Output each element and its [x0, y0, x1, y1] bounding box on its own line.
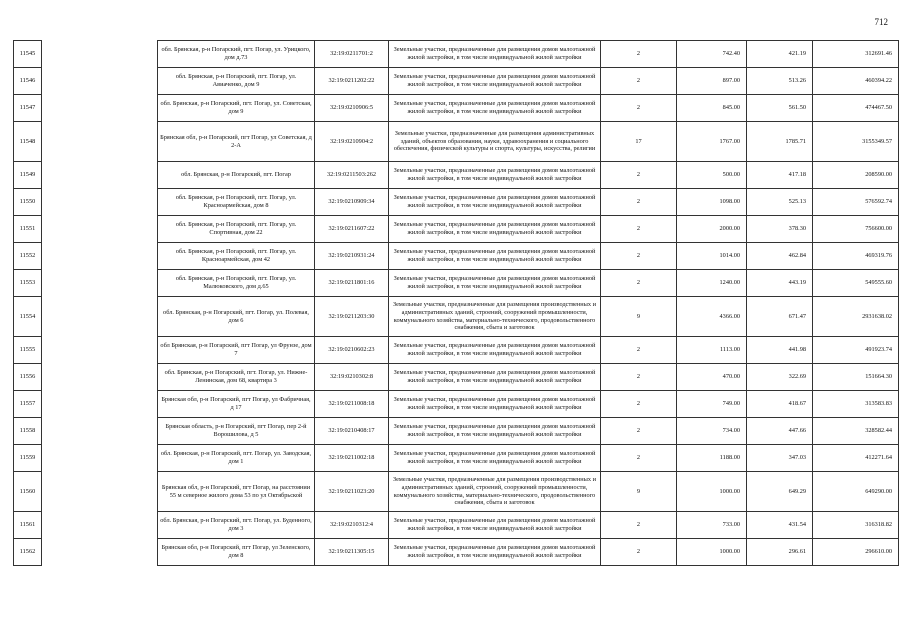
group-cell: 2 [601, 216, 677, 243]
group-cell: 9 [601, 297, 677, 337]
group-cell: 2 [601, 337, 677, 364]
group-cell: 2 [601, 243, 677, 270]
land-use-cell: Земельные участки, предназначенные для размещения домов малоэтажной жилой застройки, в том числе индивидуальной жилой застройки [389, 216, 601, 243]
address-cell: Брянская обл, р-н Погарский, пгт Погар, ул Советская, д 2-А [158, 122, 315, 162]
area-cell: 4366.00 [677, 297, 747, 337]
group-cell: 2 [601, 162, 677, 189]
group-cell: 9 [601, 472, 677, 512]
specific-value-cell: 671.47 [747, 297, 813, 337]
address-cell: Брянская область, р-н Погарский, пгт Погар, пер 2-й Ворошилова, д 5 [158, 418, 315, 445]
table-row [14, 41, 899, 68]
area-cell: 1000.00 [677, 472, 747, 512]
cadastral-value-cell: 312691.46 [813, 41, 899, 68]
row-number: 11557 [14, 391, 42, 418]
group-cell: 17 [601, 122, 677, 162]
table-row [14, 189, 899, 216]
gap-cell [42, 364, 158, 391]
row-number: 11559 [14, 445, 42, 472]
cadastral-number-cell: 32:19:0211801:16 [315, 270, 389, 297]
cadastral-value-cell: 756600.00 [813, 216, 899, 243]
specific-value-cell: 1785.71 [747, 122, 813, 162]
cadastral-number-cell: 32:19:0210302:8 [315, 364, 389, 391]
row-number: 11549 [14, 162, 42, 189]
group-cell: 2 [601, 41, 677, 68]
cadastral-value-cell: 316318.82 [813, 512, 899, 539]
row-number: 11555 [14, 337, 42, 364]
area-cell: 500.00 [677, 162, 747, 189]
specific-value-cell: 417.18 [747, 162, 813, 189]
group-cell: 2 [601, 95, 677, 122]
specific-value-cell: 322.69 [747, 364, 813, 391]
gap-cell [42, 243, 158, 270]
land-use-cell: Земельные участки, предназначенные для размещения производственных и административных зданий, строений, сооружений промышленности, коммунального хозяйства, материально-технического, продовольственного снабжения, сбыта и заготовок [389, 472, 601, 512]
specific-value-cell: 525.13 [747, 189, 813, 216]
land-use-cell: Земельные участки, предназначенные для размещения административных зданий, объектов образования, науки, здравоохранения и социального обеспечения, физической культуры и спорта, культуры, искусства, религии [389, 122, 601, 162]
row-number: 11560 [14, 472, 42, 512]
cadastral-value-cell: 313583.83 [813, 391, 899, 418]
row-number: 11550 [14, 189, 42, 216]
area-cell: 733.00 [677, 512, 747, 539]
specific-value-cell: 421.19 [747, 41, 813, 68]
gap-cell [42, 472, 158, 512]
table-row [14, 68, 899, 95]
address-cell: обл. Брянская, р-н Погарский, пгт. Погар [158, 162, 315, 189]
gap-cell [42, 216, 158, 243]
area-cell: 2000.00 [677, 216, 747, 243]
table-row [14, 337, 899, 364]
area-cell: 1113.00 [677, 337, 747, 364]
gap-cell [42, 297, 158, 337]
land-use-cell: Земельные участки, предназначенные для размещения домов малоэтажной жилой застройки, в том числе индивидуальной жилой застройки [389, 189, 601, 216]
row-number: 11548 [14, 122, 42, 162]
specific-value-cell: 441.98 [747, 337, 813, 364]
cadastral-value-cell: 460394.22 [813, 68, 899, 95]
table-row [14, 445, 899, 472]
gap-cell [42, 445, 158, 472]
cadastral-number-cell: 32:19:0210312:4 [315, 512, 389, 539]
specific-value-cell: 649.29 [747, 472, 813, 512]
specific-value-cell: 561.50 [747, 95, 813, 122]
cadastral-value-cell: 649290.00 [813, 472, 899, 512]
land-use-cell: Земельные участки, предназначенные для размещения домов малоэтажной жилой застройки, в том числе индивидуальной жилой застройки [389, 512, 601, 539]
land-use-cell: Земельные участки, предназначенные для размещения домов малоэтажной жилой застройки, в том числе индивидуальной жилой застройки [389, 445, 601, 472]
cadastral-number-cell: 32:19:0211008:18 [315, 391, 389, 418]
area-cell: 1767.00 [677, 122, 747, 162]
table-row [14, 162, 899, 189]
area-cell: 897.00 [677, 68, 747, 95]
row-number: 11558 [14, 418, 42, 445]
table-row [14, 243, 899, 270]
address-cell: обл. Брянская, р-н Погарский, пгт. Погар, ул. Авиаченко, дом 9 [158, 68, 315, 95]
table-row [14, 122, 899, 162]
cadastral-number-cell: 32:19:0211305:15 [315, 539, 389, 566]
cadastral-value-cell: 3155349.57 [813, 122, 899, 162]
land-use-cell: Земельные участки, предназначенные для размещения домов малоэтажной жилой застройки, в том числе индивидуальной жилой застройки [389, 68, 601, 95]
group-cell: 2 [601, 539, 677, 566]
table-row [14, 539, 899, 566]
group-cell: 2 [601, 364, 677, 391]
table-row [14, 472, 899, 512]
cadastral-number-cell: 32:19:0211503:262 [315, 162, 389, 189]
specific-value-cell: 443.19 [747, 270, 813, 297]
land-use-cell: Земельные участки, предназначенные для размещения домов малоэтажной жилой застройки, в том числе индивидуальной жилой застройки [389, 391, 601, 418]
area-cell: 749.00 [677, 391, 747, 418]
table-row [14, 216, 899, 243]
address-cell: обл. Брянская, р-н Погарский, пгт. Погар, ул. Буденного, дом 3 [158, 512, 315, 539]
address-cell: обл. Брянская, р-н Погарский, пгт. Погар, ул. Нижне-Ленинская, дом 68, квартира 3 [158, 364, 315, 391]
specific-value-cell: 431.54 [747, 512, 813, 539]
address-cell: Брянская обл, р-н Погарский, пгт Погар, на расстоянии 55 м северное жилого дома 53 по ул Октябрьской [158, 472, 315, 512]
address-cell: Брянская обл, р-н Погарский, пгт Погар, ул Зеленского, дом 8 [158, 539, 315, 566]
specific-value-cell: 418.67 [747, 391, 813, 418]
specific-value-cell: 347.03 [747, 445, 813, 472]
area-cell: 1014.00 [677, 243, 747, 270]
table-row [14, 418, 899, 445]
land-use-cell: Земельные участки, предназначенные для размещения домов малоэтажной жилой застройки, в том числе индивидуальной жилой застройки [389, 41, 601, 68]
land-use-cell: Земельные участки, предназначенные для размещения домов малоэтажной жилой застройки, в том числе индивидуальной жилой застройки [389, 337, 601, 364]
address-cell: Брянская обл, р-н Погарский, пгт Погар, ул Фабричная, д 17 [158, 391, 315, 418]
cadastral-value-table [13, 40, 899, 566]
area-cell: 1240.00 [677, 270, 747, 297]
group-cell: 2 [601, 418, 677, 445]
gap-cell [42, 162, 158, 189]
address-cell: обл. Брянская, р-н Погарский, пгт. Погар, ул. Урицкого, дом д.73 [158, 41, 315, 68]
area-cell: 1000.00 [677, 539, 747, 566]
cadastral-number-cell: 32:19:0210408:17 [315, 418, 389, 445]
cadastral-number-cell: 32:19:0211203:30 [315, 297, 389, 337]
table-row [14, 364, 899, 391]
cadastral-number-cell: 32:19:0211701:2 [315, 41, 389, 68]
area-cell: 1188.00 [677, 445, 747, 472]
group-cell: 2 [601, 68, 677, 95]
area-cell: 470.00 [677, 364, 747, 391]
cadastral-value-cell: 151664.30 [813, 364, 899, 391]
cadastral-number-cell: 32:19:0211023:20 [315, 472, 389, 512]
address-cell: обл. Брянская, р-н Погарский, пгт. Погар, ул. Заводская, дом 1 [158, 445, 315, 472]
specific-value-cell: 513.26 [747, 68, 813, 95]
table-row [14, 391, 899, 418]
specific-value-cell: 296.61 [747, 539, 813, 566]
gap-cell [42, 122, 158, 162]
area-cell: 845.00 [677, 95, 747, 122]
address-cell: обл. Брянская, р-н Погарский, пгт. Погар, ул. Красноармейская, дом 8 [158, 189, 315, 216]
cadastral-number-cell: 32:19:0211202:22 [315, 68, 389, 95]
gap-cell [42, 41, 158, 68]
row-number: 11546 [14, 68, 42, 95]
gap-cell [42, 189, 158, 216]
land-use-cell: Земельные участки, предназначенные для размещения домов малоэтажной жилой застройки, в том числе индивидуальной жилой застройки [389, 270, 601, 297]
cadastral-value-cell: 296610.00 [813, 539, 899, 566]
specific-value-cell: 447.66 [747, 418, 813, 445]
gap-cell [42, 391, 158, 418]
cadastral-value-cell: 208590.00 [813, 162, 899, 189]
address-cell: обл. Брянская, р-н Погарский, пгт. Погар, ул. Советская, дом 9 [158, 95, 315, 122]
address-cell: обл. Брянская, р-н Погарский, пгт. Погар, ул. Малюковского, дом д.65 [158, 270, 315, 297]
cadastral-value-cell: 474467.50 [813, 95, 899, 122]
address-cell: обл. Брянская, р-н Погарский, пгт. Погар, ул. Полевая, дом 6 [158, 297, 315, 337]
table-row [14, 297, 899, 337]
cadastral-number-cell: 32:19:0210909:34 [315, 189, 389, 216]
area-cell: 742.40 [677, 41, 747, 68]
address-cell: обл Брянская, р-н Погарский, пгт Погар, ул Фрунзе, дом 7 [158, 337, 315, 364]
table-row [14, 270, 899, 297]
land-use-cell: Земельные участки, предназначенные для размещения производственных и административных зданий, строений, сооружений промышленности, коммунального хозяйства, материально-технического, продовольственного снабжения, сбыта и заготовок [389, 297, 601, 337]
table-row [14, 95, 899, 122]
land-use-cell: Земельные участки, предназначенные для размещения домов малоэтажной жилой застройки, в том числе индивидуальной жилой застройки [389, 162, 601, 189]
address-cell: обл. Брянская, р-н Погарский, пгт. Погар, ул. Спортивная, дом 22 [158, 216, 315, 243]
gap-cell [42, 68, 158, 95]
gap-cell [42, 418, 158, 445]
cadastral-value-cell: 549555.60 [813, 270, 899, 297]
table-row [14, 512, 899, 539]
gap-cell [42, 512, 158, 539]
row-number: 11562 [14, 539, 42, 566]
land-use-cell: Земельные участки, предназначенные для размещения домов малоэтажной жилой застройки, в том числе индивидуальной жилой застройки [389, 364, 601, 391]
row-number: 11551 [14, 216, 42, 243]
specific-value-cell: 378.30 [747, 216, 813, 243]
row-number: 11556 [14, 364, 42, 391]
land-use-cell: Земельные участки, предназначенные для размещения домов малоэтажной жилой застройки, в том числе индивидуальной жилой застройки [389, 539, 601, 566]
group-cell: 2 [601, 445, 677, 472]
cadastral-number-cell: 32:19:0210906:5 [315, 95, 389, 122]
specific-value-cell: 462.84 [747, 243, 813, 270]
cadastral-value-cell: 412271.64 [813, 445, 899, 472]
area-cell: 1098.00 [677, 189, 747, 216]
cadastral-value-cell: 328582.44 [813, 418, 899, 445]
land-use-cell: Земельные участки, предназначенные для размещения домов малоэтажной жилой застройки, в том числе индивидуальной жилой застройки [389, 243, 601, 270]
cadastral-value-cell: 2931638.02 [813, 297, 899, 337]
cadastral-value-cell: 576592.74 [813, 189, 899, 216]
cadastral-number-cell: 32:19:0210904:2 [315, 122, 389, 162]
address-cell: обл. Брянская, р-н Погарский, пгт. Погар, ул. Красноармейская, дом 42 [158, 243, 315, 270]
cadastral-number-cell: 32:19:0210931:24 [315, 243, 389, 270]
gap-cell [42, 270, 158, 297]
row-number: 11547 [14, 95, 42, 122]
row-number: 11561 [14, 512, 42, 539]
cadastral-number-cell: 32:19:0211002:18 [315, 445, 389, 472]
gap-cell [42, 337, 158, 364]
group-cell: 2 [601, 512, 677, 539]
land-use-cell: Земельные участки, предназначенные для размещения домов малоэтажной жилой застройки, в том числе индивидуальной жилой застройки [389, 418, 601, 445]
row-number: 11553 [14, 270, 42, 297]
row-number: 11554 [14, 297, 42, 337]
cadastral-value-cell: 491923.74 [813, 337, 899, 364]
group-cell: 2 [601, 270, 677, 297]
group-cell: 2 [601, 189, 677, 216]
cadastral-value-cell: 469319.76 [813, 243, 899, 270]
area-cell: 734.00 [677, 418, 747, 445]
row-number: 11545 [14, 41, 42, 68]
gap-cell [42, 539, 158, 566]
land-use-cell: Земельные участки, предназначенные для размещения домов малоэтажной жилой застройки, в том числе индивидуальной жилой застройки [389, 95, 601, 122]
cadastral-number-cell: 32:19:0211607:22 [315, 216, 389, 243]
page-number: 712 [874, 17, 888, 27]
cadastral-number-cell: 32:19:0210602:23 [315, 337, 389, 364]
row-number: 11552 [14, 243, 42, 270]
group-cell: 2 [601, 391, 677, 418]
gap-cell [42, 95, 158, 122]
